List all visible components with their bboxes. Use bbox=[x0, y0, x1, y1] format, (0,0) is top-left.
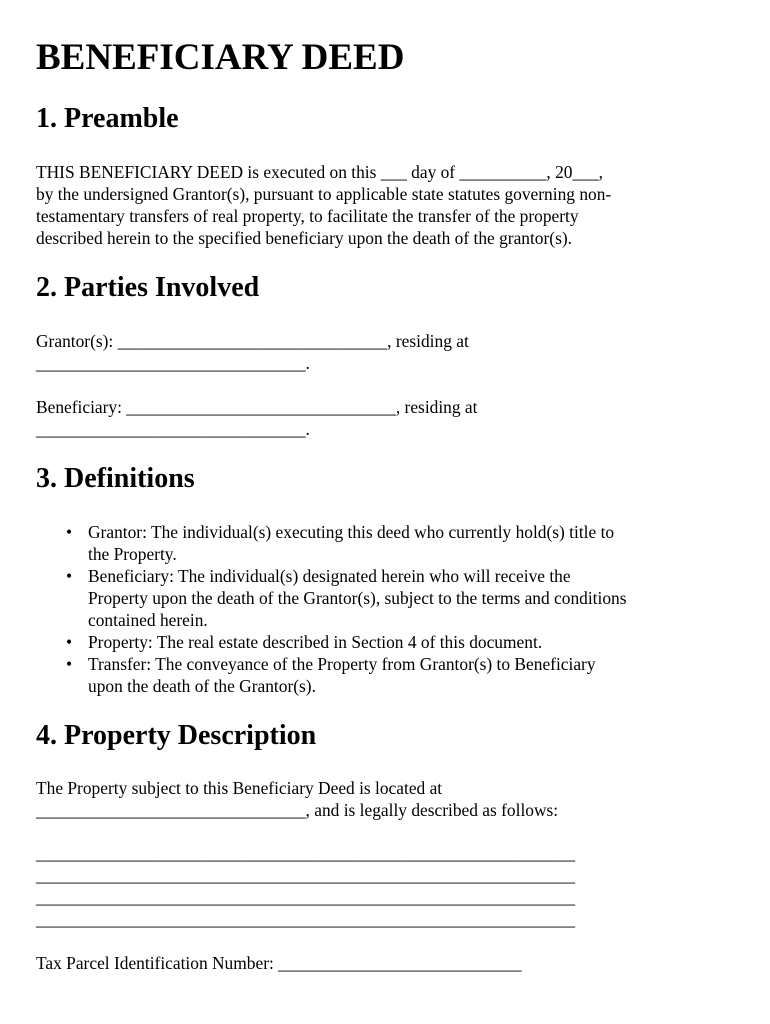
blank-line: ______________________________________________________________ bbox=[36, 909, 576, 929]
property-intro-paragraph bbox=[36, 777, 736, 821]
beneficiary-paragraph bbox=[36, 396, 736, 440]
bullet-icon: • bbox=[66, 522, 73, 542]
grantor-line: Grantor(s): _______________________________, residing at bbox=[36, 331, 469, 351]
grantor-address-line: _______________________________. bbox=[36, 353, 310, 373]
beneficiary-line: Beneficiary: _______________________________, residing at bbox=[36, 397, 478, 417]
preamble-line: described herein to the specified beneficiary upon the death of the grantor(s). bbox=[36, 228, 572, 248]
preamble-line: THIS BENEFICIARY DEED is executed on this ___ day of __________, 20___, bbox=[36, 162, 603, 182]
definition-line: the Property. bbox=[88, 544, 177, 564]
blank-line: ______________________________________________________________ bbox=[36, 865, 576, 885]
preamble-line: testamentary transfers of real property, to facilitate the transfer of the property bbox=[36, 206, 579, 226]
beneficiary-address-line: _______________________________. bbox=[36, 419, 310, 439]
list-item bbox=[66, 565, 736, 631]
section-heading-definitions: 3. Definitions bbox=[36, 463, 195, 494]
bullet-icon: • bbox=[66, 566, 73, 586]
definition-line: Transfer: The conveyance of the Property from Grantor(s) to Beneficiary bbox=[88, 654, 596, 674]
list-item bbox=[66, 653, 736, 697]
property-intro-line: The Property subject to this Beneficiary Deed is located at bbox=[36, 778, 443, 798]
definition-line: upon the death of the Grantor(s). bbox=[88, 676, 316, 696]
definition-line: Grantor: The individual(s) executing this deed who currently hold(s) title to bbox=[88, 522, 615, 542]
blank-line: ______________________________________________________________ bbox=[36, 843, 576, 863]
definition-line: Beneficiary: The individual(s) designated herein who will receive the bbox=[88, 566, 571, 586]
section-heading-preamble: 1. Preamble bbox=[36, 103, 179, 134]
definition-line: Property: The real estate described in Section 4 of this document. bbox=[88, 632, 543, 652]
preamble-paragraph bbox=[36, 161, 736, 249]
tax-parcel-paragraph bbox=[36, 952, 736, 974]
blank-line: ______________________________________________________________ bbox=[36, 887, 576, 907]
bullet-icon: • bbox=[66, 654, 73, 674]
preamble-line: by the undersigned Grantor(s), pursuant to applicable state statutes governing non- bbox=[36, 184, 612, 204]
list-item bbox=[66, 521, 736, 565]
list-item bbox=[66, 631, 736, 653]
legal-description-blanks bbox=[36, 842, 736, 930]
property-intro-line: _______________________________, and is legally described as follows: bbox=[36, 800, 559, 820]
section-heading-property: 4. Property Description bbox=[36, 720, 317, 751]
definition-line: contained herein. bbox=[88, 610, 208, 630]
tax-parcel-line: Tax Parcel Identification Number: ____________________________ bbox=[36, 953, 522, 973]
definitions-list bbox=[36, 521, 736, 697]
definition-line: Property upon the death of the Grantor(s), subject to the terms and conditions bbox=[88, 588, 627, 608]
bullet-icon: • bbox=[66, 632, 73, 652]
document-title: BENEFICIARY DEED bbox=[36, 37, 405, 78]
grantor-paragraph bbox=[36, 330, 736, 374]
section-heading-parties: 2. Parties Involved bbox=[36, 272, 260, 303]
